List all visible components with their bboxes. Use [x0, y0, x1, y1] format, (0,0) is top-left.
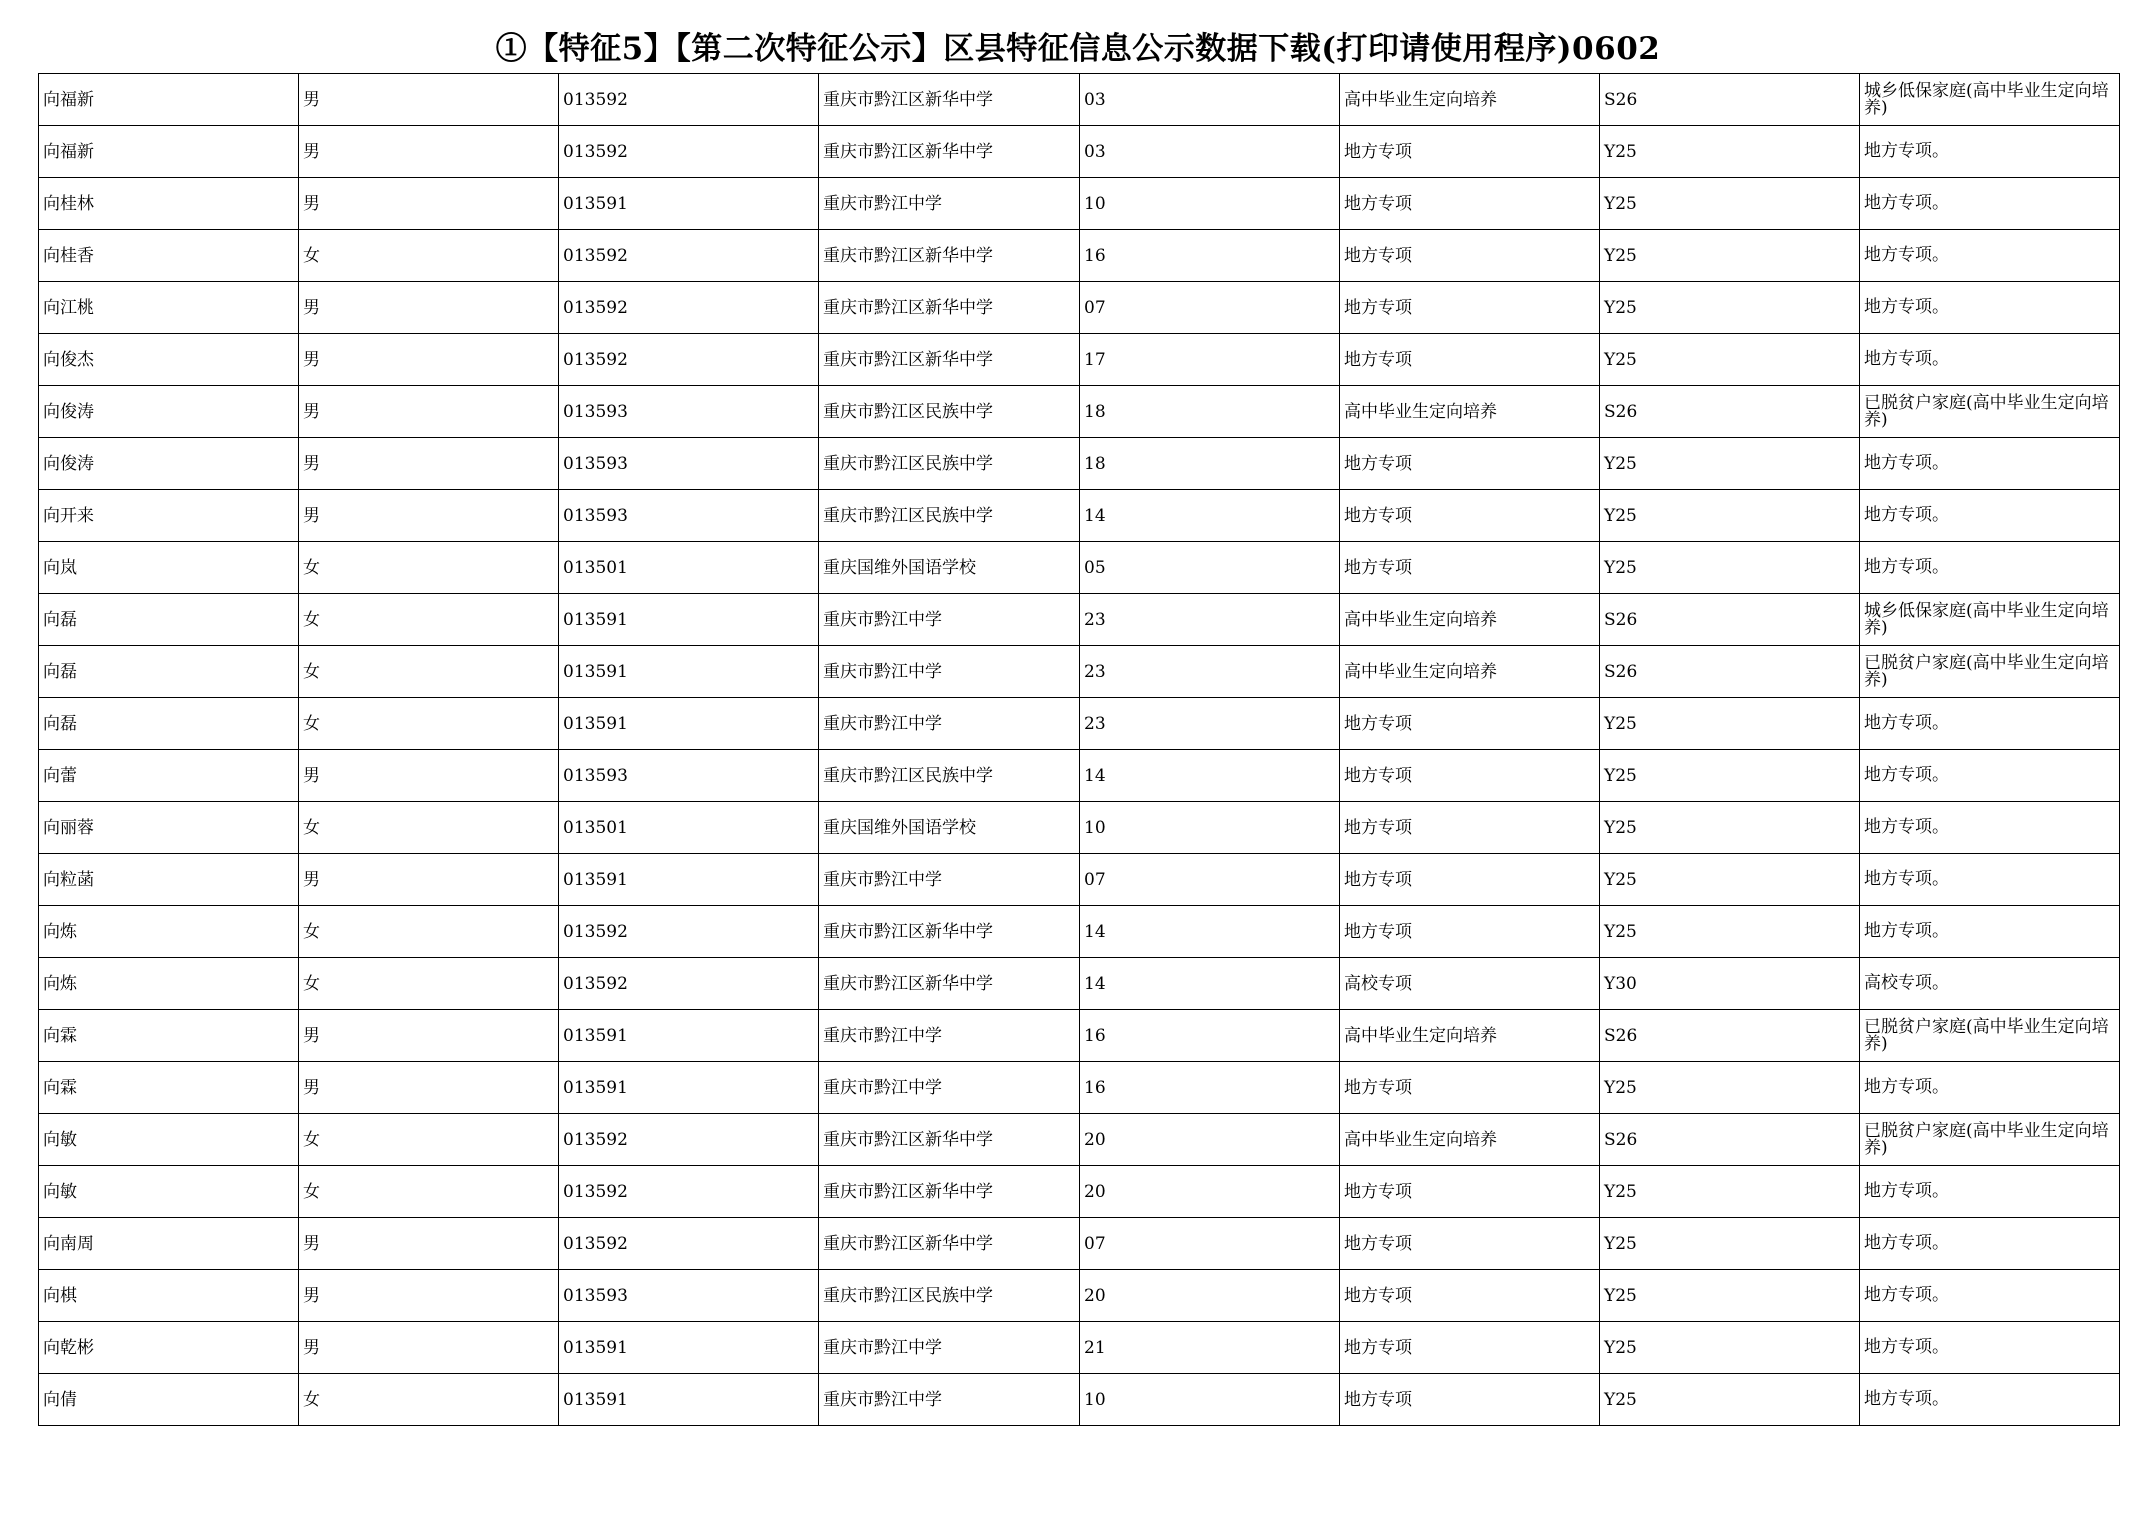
remark-cell: 地方专项。 — [1860, 1166, 2120, 1218]
remark-cell: 已脱贫户家庭(高中毕业生定向培养) — [1860, 646, 2120, 698]
name-cell: 向桂香 — [39, 230, 299, 282]
school-cell: 重庆市黔江中学 — [819, 698, 1080, 750]
name-cell: 向倩 — [39, 1374, 299, 1426]
code-cell: 013593 — [559, 750, 819, 802]
gender-cell: 男 — [299, 386, 559, 438]
type-code-cell: Y25 — [1600, 282, 1860, 334]
name-cell: 向霖 — [39, 1010, 299, 1062]
code-cell: 013593 — [559, 386, 819, 438]
class-cell: 20 — [1080, 1270, 1340, 1322]
remark-cell: 地方专项。 — [1860, 542, 2120, 594]
school-cell: 重庆市黔江中学 — [819, 1062, 1080, 1114]
gender-cell: 女 — [299, 906, 559, 958]
gender-cell: 女 — [299, 1114, 559, 1166]
class-cell: 18 — [1080, 386, 1340, 438]
school-cell: 重庆市黔江区民族中学 — [819, 750, 1080, 802]
school-cell: 重庆市黔江中学 — [819, 1322, 1080, 1374]
roster-body — [39, 74, 2120, 1426]
table-row — [39, 1062, 2120, 1114]
name-cell: 向磊 — [39, 698, 299, 750]
category-cell: 地方专项 — [1340, 802, 1600, 854]
class-cell: 10 — [1080, 1374, 1340, 1426]
type-code-cell: Y25 — [1600, 126, 1860, 178]
school-cell: 重庆市黔江区新华中学 — [819, 126, 1080, 178]
type-code-cell: Y25 — [1600, 230, 1860, 282]
category-cell: 地方专项 — [1340, 1374, 1600, 1426]
code-cell: 013591 — [559, 1374, 819, 1426]
remark-cell: 地方专项。 — [1860, 334, 2120, 386]
type-code-cell: S26 — [1600, 1114, 1860, 1166]
table-row — [39, 1114, 2120, 1166]
name-cell: 向炼 — [39, 906, 299, 958]
type-code-cell: Y25 — [1600, 542, 1860, 594]
code-cell: 013501 — [559, 542, 819, 594]
remark-cell: 地方专项。 — [1860, 906, 2120, 958]
gender-cell: 女 — [299, 698, 559, 750]
remark-cell: 城乡低保家庭(高中毕业生定向培养) — [1860, 74, 2120, 126]
category-cell: 高中毕业生定向培养 — [1340, 1114, 1600, 1166]
code-cell: 013591 — [559, 1062, 819, 1114]
table-row — [39, 282, 2120, 334]
name-cell: 向福新 — [39, 126, 299, 178]
type-code-cell: S26 — [1600, 386, 1860, 438]
category-cell: 地方专项 — [1340, 1218, 1600, 1270]
table-row — [39, 802, 2120, 854]
type-code-cell: S26 — [1600, 74, 1860, 126]
category-cell: 高中毕业生定向培养 — [1340, 1010, 1600, 1062]
class-cell: 07 — [1080, 282, 1340, 334]
code-cell: 013591 — [559, 178, 819, 230]
remark-cell: 地方专项。 — [1860, 438, 2120, 490]
code-cell: 013591 — [559, 1322, 819, 1374]
gender-cell: 男 — [299, 750, 559, 802]
gender-cell: 男 — [299, 334, 559, 386]
class-cell: 16 — [1080, 1062, 1340, 1114]
class-cell: 23 — [1080, 646, 1340, 698]
class-cell: 16 — [1080, 230, 1340, 282]
table-row — [39, 490, 2120, 542]
table-row — [39, 1218, 2120, 1270]
table-row — [39, 542, 2120, 594]
name-cell: 向炼 — [39, 958, 299, 1010]
name-cell: 向岚 — [39, 542, 299, 594]
table-row — [39, 74, 2120, 126]
class-cell: 20 — [1080, 1114, 1340, 1166]
class-cell: 23 — [1080, 594, 1340, 646]
code-cell: 013592 — [559, 1114, 819, 1166]
school-cell: 重庆市黔江中学 — [819, 854, 1080, 906]
class-cell: 14 — [1080, 958, 1340, 1010]
school-cell: 重庆市黔江中学 — [819, 646, 1080, 698]
code-cell: 013591 — [559, 594, 819, 646]
name-cell: 向乾彬 — [39, 1322, 299, 1374]
category-cell: 地方专项 — [1340, 334, 1600, 386]
name-cell: 向磊 — [39, 646, 299, 698]
school-cell: 重庆市黔江中学 — [819, 178, 1080, 230]
class-cell: 20 — [1080, 1166, 1340, 1218]
category-cell: 地方专项 — [1340, 178, 1600, 230]
name-cell: 向俊涛 — [39, 386, 299, 438]
table-row — [39, 1010, 2120, 1062]
name-cell: 向霖 — [39, 1062, 299, 1114]
code-cell: 013592 — [559, 74, 819, 126]
category-cell: 高中毕业生定向培养 — [1340, 386, 1600, 438]
gender-cell: 女 — [299, 1374, 559, 1426]
school-cell: 重庆市黔江区新华中学 — [819, 334, 1080, 386]
category-cell: 地方专项 — [1340, 438, 1600, 490]
remark-cell: 已脱贫户家庭(高中毕业生定向培养) — [1860, 1114, 2120, 1166]
table-row — [39, 178, 2120, 230]
class-cell: 16 — [1080, 1010, 1340, 1062]
code-cell: 013592 — [559, 958, 819, 1010]
class-cell: 18 — [1080, 438, 1340, 490]
type-code-cell: S26 — [1600, 1010, 1860, 1062]
table-row — [39, 126, 2120, 178]
remark-cell: 地方专项。 — [1860, 1270, 2120, 1322]
type-code-cell: Y25 — [1600, 1322, 1860, 1374]
code-cell: 013592 — [559, 334, 819, 386]
class-cell: 03 — [1080, 74, 1340, 126]
class-cell: 07 — [1080, 854, 1340, 906]
name-cell: 向开来 — [39, 490, 299, 542]
school-cell: 重庆市黔江区新华中学 — [819, 1114, 1080, 1166]
category-cell: 地方专项 — [1340, 750, 1600, 802]
class-cell: 14 — [1080, 906, 1340, 958]
school-cell: 重庆市黔江区新华中学 — [819, 282, 1080, 334]
gender-cell: 男 — [299, 1218, 559, 1270]
type-code-cell: Y25 — [1600, 802, 1860, 854]
remark-cell: 地方专项。 — [1860, 1218, 2120, 1270]
category-cell: 地方专项 — [1340, 1322, 1600, 1374]
type-code-cell: Y25 — [1600, 1270, 1860, 1322]
category-cell: 地方专项 — [1340, 854, 1600, 906]
type-code-cell: Y25 — [1600, 698, 1860, 750]
name-cell: 向磊 — [39, 594, 299, 646]
gender-cell: 男 — [299, 1322, 559, 1374]
class-cell: 07 — [1080, 1218, 1340, 1270]
table-row — [39, 958, 2120, 1010]
code-cell: 013592 — [559, 282, 819, 334]
category-cell: 地方专项 — [1340, 698, 1600, 750]
remark-cell: 地方专项。 — [1860, 1062, 2120, 1114]
code-cell: 013593 — [559, 1270, 819, 1322]
type-code-cell: Y30 — [1600, 958, 1860, 1010]
type-code-cell: Y25 — [1600, 438, 1860, 490]
school-cell: 重庆市黔江区民族中学 — [819, 386, 1080, 438]
type-code-cell: Y25 — [1600, 1166, 1860, 1218]
category-cell: 地方专项 — [1340, 490, 1600, 542]
gender-cell: 男 — [299, 1010, 559, 1062]
category-cell: 地方专项 — [1340, 1062, 1600, 1114]
name-cell: 向棋 — [39, 1270, 299, 1322]
gender-cell: 女 — [299, 646, 559, 698]
category-cell: 高中毕业生定向培养 — [1340, 74, 1600, 126]
name-cell: 向桂林 — [39, 178, 299, 230]
table-row — [39, 750, 2120, 802]
name-cell: 向江桃 — [39, 282, 299, 334]
roster-table — [38, 73, 2120, 1426]
school-cell: 重庆市黔江区民族中学 — [819, 1270, 1080, 1322]
type-code-cell: Y25 — [1600, 906, 1860, 958]
code-cell: 013501 — [559, 802, 819, 854]
remark-cell: 地方专项。 — [1860, 126, 2120, 178]
name-cell: 向俊杰 — [39, 334, 299, 386]
class-cell: 23 — [1080, 698, 1340, 750]
remark-cell: 地方专项。 — [1860, 490, 2120, 542]
type-code-cell: Y25 — [1600, 1374, 1860, 1426]
name-cell: 向俊涛 — [39, 438, 299, 490]
table-row — [39, 438, 2120, 490]
school-cell: 重庆市黔江区新华中学 — [819, 906, 1080, 958]
school-cell: 重庆市黔江中学 — [819, 1374, 1080, 1426]
gender-cell: 女 — [299, 958, 559, 1010]
class-cell: 21 — [1080, 1322, 1340, 1374]
category-cell: 地方专项 — [1340, 230, 1600, 282]
school-cell: 重庆市黔江区民族中学 — [819, 438, 1080, 490]
code-cell: 013592 — [559, 1218, 819, 1270]
name-cell: 向敏 — [39, 1114, 299, 1166]
name-cell: 向粒菡 — [39, 854, 299, 906]
gender-cell: 女 — [299, 802, 559, 854]
type-code-cell: Y25 — [1600, 750, 1860, 802]
remark-cell: 已脱贫户家庭(高中毕业生定向培养) — [1860, 386, 2120, 438]
type-code-cell: S26 — [1600, 646, 1860, 698]
category-cell: 高中毕业生定向培养 — [1340, 646, 1600, 698]
code-cell: 013592 — [559, 126, 819, 178]
class-cell: 03 — [1080, 126, 1340, 178]
school-cell: 重庆市黔江中学 — [819, 1010, 1080, 1062]
code-cell: 013591 — [559, 646, 819, 698]
school-cell: 重庆市黔江区新华中学 — [819, 230, 1080, 282]
code-cell: 013593 — [559, 490, 819, 542]
remark-cell: 地方专项。 — [1860, 282, 2120, 334]
class-cell: 10 — [1080, 178, 1340, 230]
gender-cell: 女 — [299, 594, 559, 646]
class-cell: 14 — [1080, 490, 1340, 542]
category-cell: 高校专项 — [1340, 958, 1600, 1010]
name-cell: 向敏 — [39, 1166, 299, 1218]
category-cell: 地方专项 — [1340, 1270, 1600, 1322]
gender-cell: 男 — [299, 74, 559, 126]
remark-cell: 地方专项。 — [1860, 1374, 2120, 1426]
remark-cell: 地方专项。 — [1860, 698, 2120, 750]
code-cell: 013592 — [559, 906, 819, 958]
code-cell: 013591 — [559, 698, 819, 750]
school-cell: 重庆市黔江区民族中学 — [819, 490, 1080, 542]
gender-cell: 女 — [299, 542, 559, 594]
school-cell: 重庆市黔江区新华中学 — [819, 74, 1080, 126]
gender-cell: 女 — [299, 230, 559, 282]
school-cell: 重庆市黔江区新华中学 — [819, 1166, 1080, 1218]
code-cell: 013591 — [559, 854, 819, 906]
category-cell: 地方专项 — [1340, 542, 1600, 594]
school-cell: 重庆国维外国语学校 — [819, 802, 1080, 854]
category-cell: 高中毕业生定向培养 — [1340, 594, 1600, 646]
type-code-cell: Y25 — [1600, 854, 1860, 906]
remark-cell: 地方专项。 — [1860, 178, 2120, 230]
category-cell: 地方专项 — [1340, 1166, 1600, 1218]
type-code-cell: Y25 — [1600, 1062, 1860, 1114]
code-cell: 013592 — [559, 230, 819, 282]
table-row — [39, 386, 2120, 438]
gender-cell: 男 — [299, 1062, 559, 1114]
remark-cell: 城乡低保家庭(高中毕业生定向培养) — [1860, 594, 2120, 646]
remark-cell: 高校专项。 — [1860, 958, 2120, 1010]
remark-cell: 地方专项。 — [1860, 230, 2120, 282]
remark-cell: 地方专项。 — [1860, 854, 2120, 906]
gender-cell: 男 — [299, 438, 559, 490]
table-row — [39, 1374, 2120, 1426]
category-cell: 地方专项 — [1340, 126, 1600, 178]
school-cell: 重庆市黔江区新华中学 — [819, 1218, 1080, 1270]
type-code-cell: Y25 — [1600, 178, 1860, 230]
table-row — [39, 854, 2120, 906]
table-row — [39, 1166, 2120, 1218]
type-code-cell: Y25 — [1600, 334, 1860, 386]
code-cell: 013591 — [559, 1010, 819, 1062]
table-row — [39, 646, 2120, 698]
table-row — [39, 906, 2120, 958]
type-code-cell: S26 — [1600, 594, 1860, 646]
gender-cell: 男 — [299, 854, 559, 906]
school-cell: 重庆市黔江中学 — [819, 594, 1080, 646]
name-cell: 向福新 — [39, 74, 299, 126]
table-row — [39, 1322, 2120, 1374]
gender-cell: 女 — [299, 1166, 559, 1218]
remark-cell: 地方专项。 — [1860, 1322, 2120, 1374]
table-row — [39, 698, 2120, 750]
class-cell: 10 — [1080, 802, 1340, 854]
table-row — [39, 594, 2120, 646]
gender-cell: 男 — [299, 490, 559, 542]
code-cell: 013592 — [559, 1166, 819, 1218]
remark-cell: 地方专项。 — [1860, 750, 2120, 802]
remark-cell: 地方专项。 — [1860, 802, 2120, 854]
type-code-cell: Y25 — [1600, 1218, 1860, 1270]
name-cell: 向蕾 — [39, 750, 299, 802]
code-cell: 013593 — [559, 438, 819, 490]
table-row — [39, 230, 2120, 282]
class-cell: 14 — [1080, 750, 1340, 802]
school-cell: 重庆国维外国语学校 — [819, 542, 1080, 594]
gender-cell: 男 — [299, 178, 559, 230]
gender-cell: 男 — [299, 282, 559, 334]
type-code-cell: Y25 — [1600, 490, 1860, 542]
table-row — [39, 1270, 2120, 1322]
gender-cell: 男 — [299, 126, 559, 178]
name-cell: 向丽蓉 — [39, 802, 299, 854]
category-cell: 地方专项 — [1340, 906, 1600, 958]
school-cell: 重庆市黔江区新华中学 — [819, 958, 1080, 1010]
table-row — [39, 334, 2120, 386]
category-cell: 地方专项 — [1340, 282, 1600, 334]
name-cell: 向南周 — [39, 1218, 299, 1270]
class-cell: 05 — [1080, 542, 1340, 594]
page-title: ①【特征5】【第二次特征公示】区县特征信息公示数据下载(打印请使用程序)0602 — [495, 31, 1661, 67]
class-cell: 17 — [1080, 334, 1340, 386]
gender-cell: 男 — [299, 1270, 559, 1322]
remark-cell: 已脱贫户家庭(高中毕业生定向培养) — [1860, 1010, 2120, 1062]
